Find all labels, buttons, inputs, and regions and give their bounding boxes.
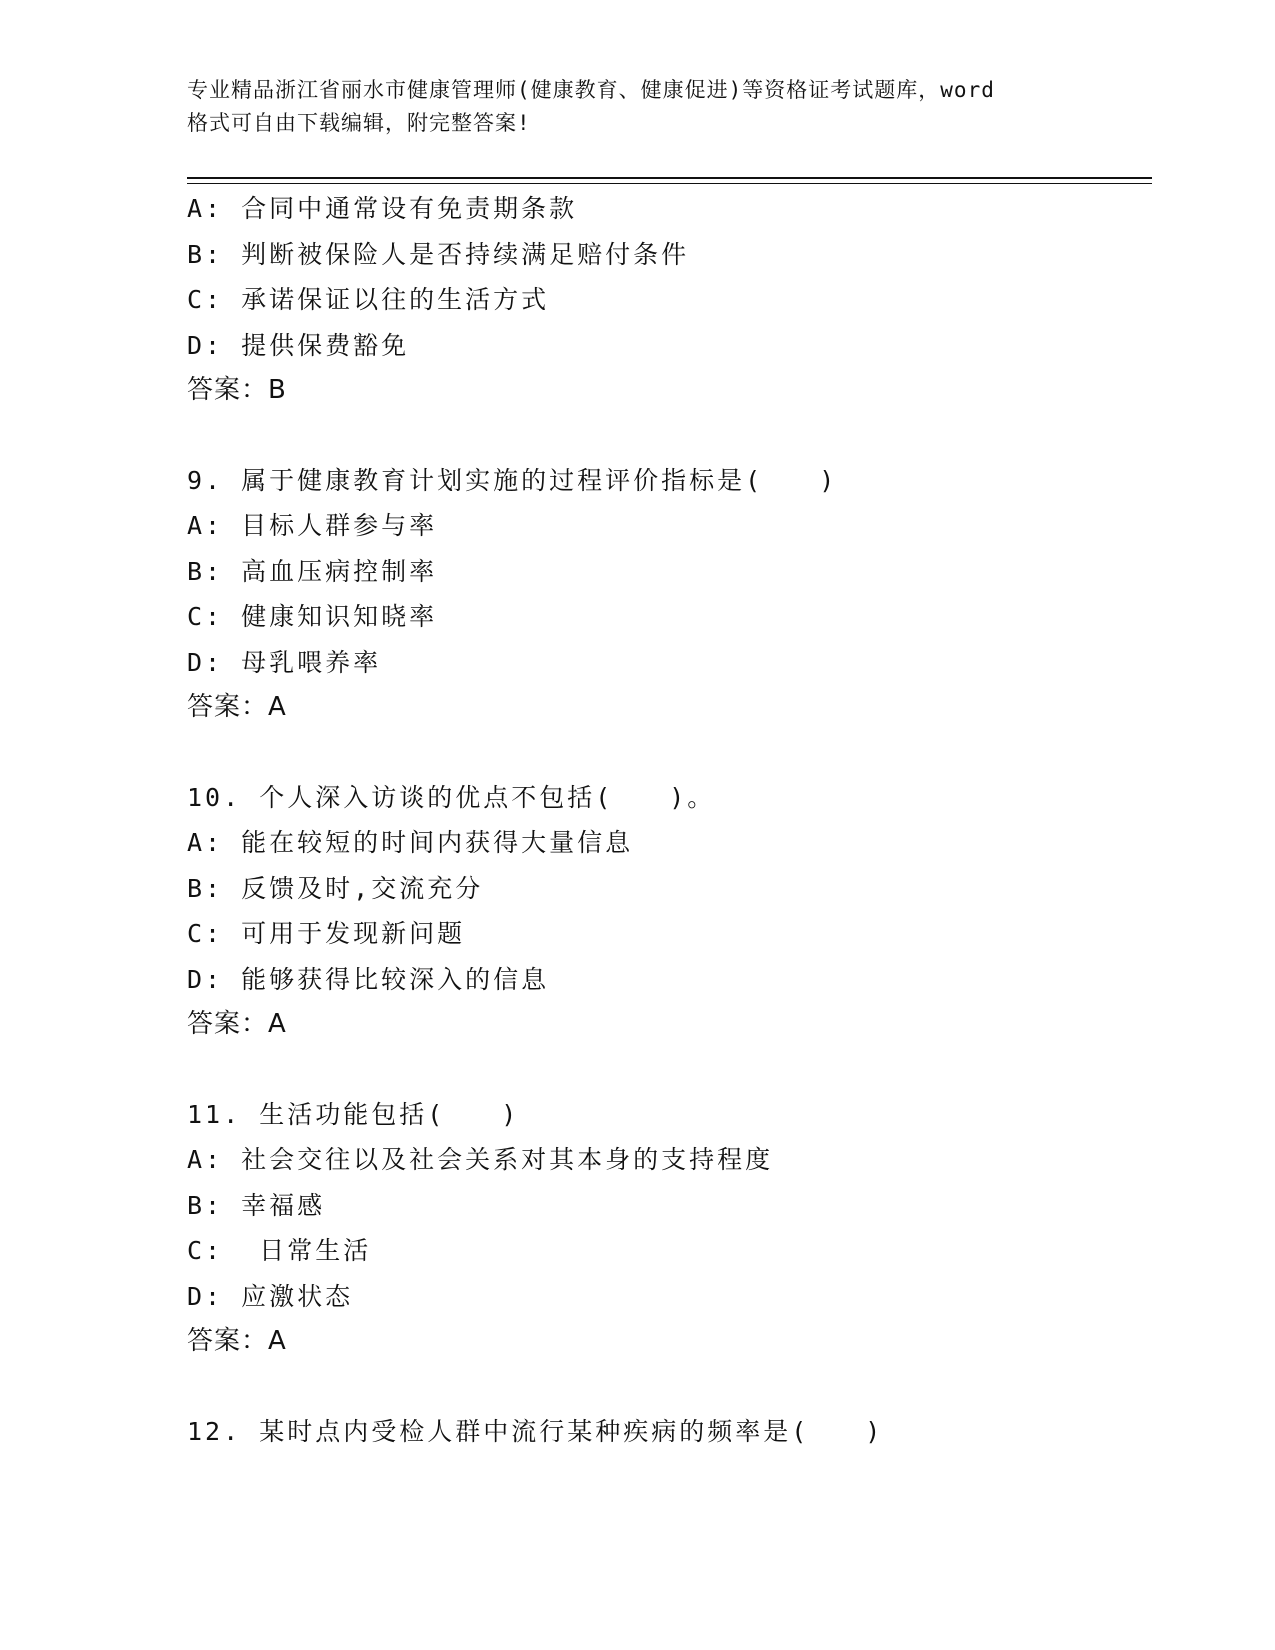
question-12-block (187, 1409, 1152, 1455)
question-9-block (187, 458, 1152, 731)
question-8-option-c: C: 承诺保证以往的生活方式 (187, 285, 550, 314)
question-9-option-c: C: 健康知识知晓率 (187, 602, 438, 631)
question-11-option-a: A: 社会交往以及社会关系对其本身的支持程度 (187, 1145, 774, 1174)
question-9-option-b: B: 高血压病控制率 (187, 556, 438, 586)
question-11-answer: 答案：A (187, 1326, 287, 1356)
document-header (187, 74, 1087, 140)
question-10-option-b: B: 反馈及时,交流充分 (187, 873, 484, 903)
question-spacer (187, 414, 1152, 458)
question-spacer (187, 1365, 1152, 1409)
question-12-text: 12. 某时点内受检人群中流行某种疾病的频率是( ) (187, 1416, 884, 1446)
question-11-option-c: C: 日常生活 (187, 1236, 372, 1265)
header-divider-thick (187, 177, 1152, 179)
question-8-answer: 答案：B (187, 375, 287, 405)
header-divider-thin (187, 183, 1152, 184)
question-8-option-b: B: 判断被保险人是否持续满足赔付条件 (187, 239, 690, 269)
question-spacer (187, 1048, 1152, 1092)
header-line-1: 专业精品浙江省丽水市健康管理师(健康教育、健康促进)等资格证考试题库，word (187, 78, 995, 102)
question-9-option-d: D: 母乳喂养率 (187, 647, 382, 677)
question-10-text: 10. 个人深入访谈的优点不包括( )。 (187, 782, 716, 812)
question-8-option-d: D: 提供保费豁免 (187, 330, 410, 360)
question-10-option-d: D: 能够获得比较深入的信息 (187, 964, 550, 994)
question-9-text: 9. 属于健康教育计划实施的过程评价指标是( ) (187, 465, 838, 495)
question-9-answer: 答案：A (187, 692, 287, 722)
question-11-block (187, 1092, 1152, 1365)
question-11-text: 11. 生活功能包括( ) (187, 1099, 520, 1129)
question-8-block (187, 186, 1152, 414)
question-10-block (187, 775, 1152, 1048)
question-8-option-a: A: 合同中通常设有免责期条款 (187, 194, 578, 223)
question-11-option-b: B: 幸福感 (187, 1190, 326, 1220)
question-9-option-a: A: 目标人群参与率 (187, 511, 438, 540)
question-10-option-c: C: 可用于发现新问题 (187, 919, 466, 948)
question-11-option-d: D: 应激状态 (187, 1281, 354, 1311)
question-list (187, 186, 1152, 1454)
question-spacer (187, 731, 1152, 775)
header-line-2: 格式可自由下载编辑，附完整答案! (187, 111, 531, 135)
question-10-option-a: A: 能在较短的时间内获得大量信息 (187, 828, 634, 857)
question-10-answer: 答案：A (187, 1009, 287, 1039)
